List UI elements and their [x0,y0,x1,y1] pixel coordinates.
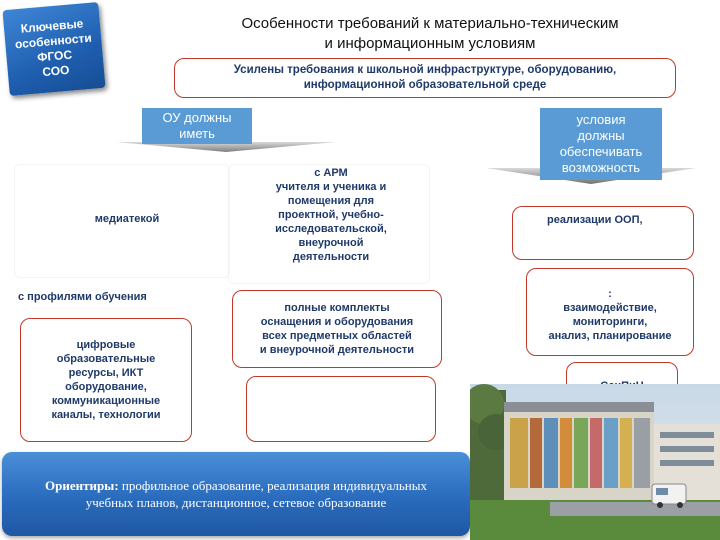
orientation-lead: Ориентиры: [44,478,119,493]
left-column-header: ОУ должны иметь [142,108,252,144]
interaction-text: : взаимодействие, мониторинги, анализ, планирование [548,288,672,342]
orientation-body: профильное образование, реализация индивидуальных учебных планов, дистанционное, сетевое образование [85,478,427,510]
orientation-banner [2,452,470,536]
mediateka-text: медиатекой [94,213,160,225]
digital-resources-text: цифровые образовательные ресурсы, ИКТ оборудование, коммуникационные каналы, технологии [51,339,161,421]
subtitle-text: Усилены требования к школьной инфраструктуре, оборудованию, информационной образовательной среде [233,64,617,91]
oop-text: реализации ООП, [547,214,643,226]
full-sets-text: полные комплекты оснащения и оборудования всех предметных областей и внеурочной деятельности [259,302,415,356]
arm-text: с АРМ учителя и ученика и помещения для проектной, учебно- исследовательской, внеурочной деятельности [275,167,387,263]
subtitle-box [174,58,676,98]
orientation-text [20,477,452,511]
empty-box [246,376,436,442]
page-title: Особенности требований к материально-техническим и информационным условиям [241,15,619,52]
school-building-photo [470,384,720,540]
oop-box [512,206,694,260]
profiles-text: с профилями обучения [18,291,147,303]
full-sets-box [232,290,442,368]
digital-resources-box [20,318,192,442]
interaction-box [526,268,694,356]
section-badge: Ключевые особенности ФГОС СОО [2,2,105,96]
right-column-header: условия должны обеспечивать возможность [540,108,662,180]
